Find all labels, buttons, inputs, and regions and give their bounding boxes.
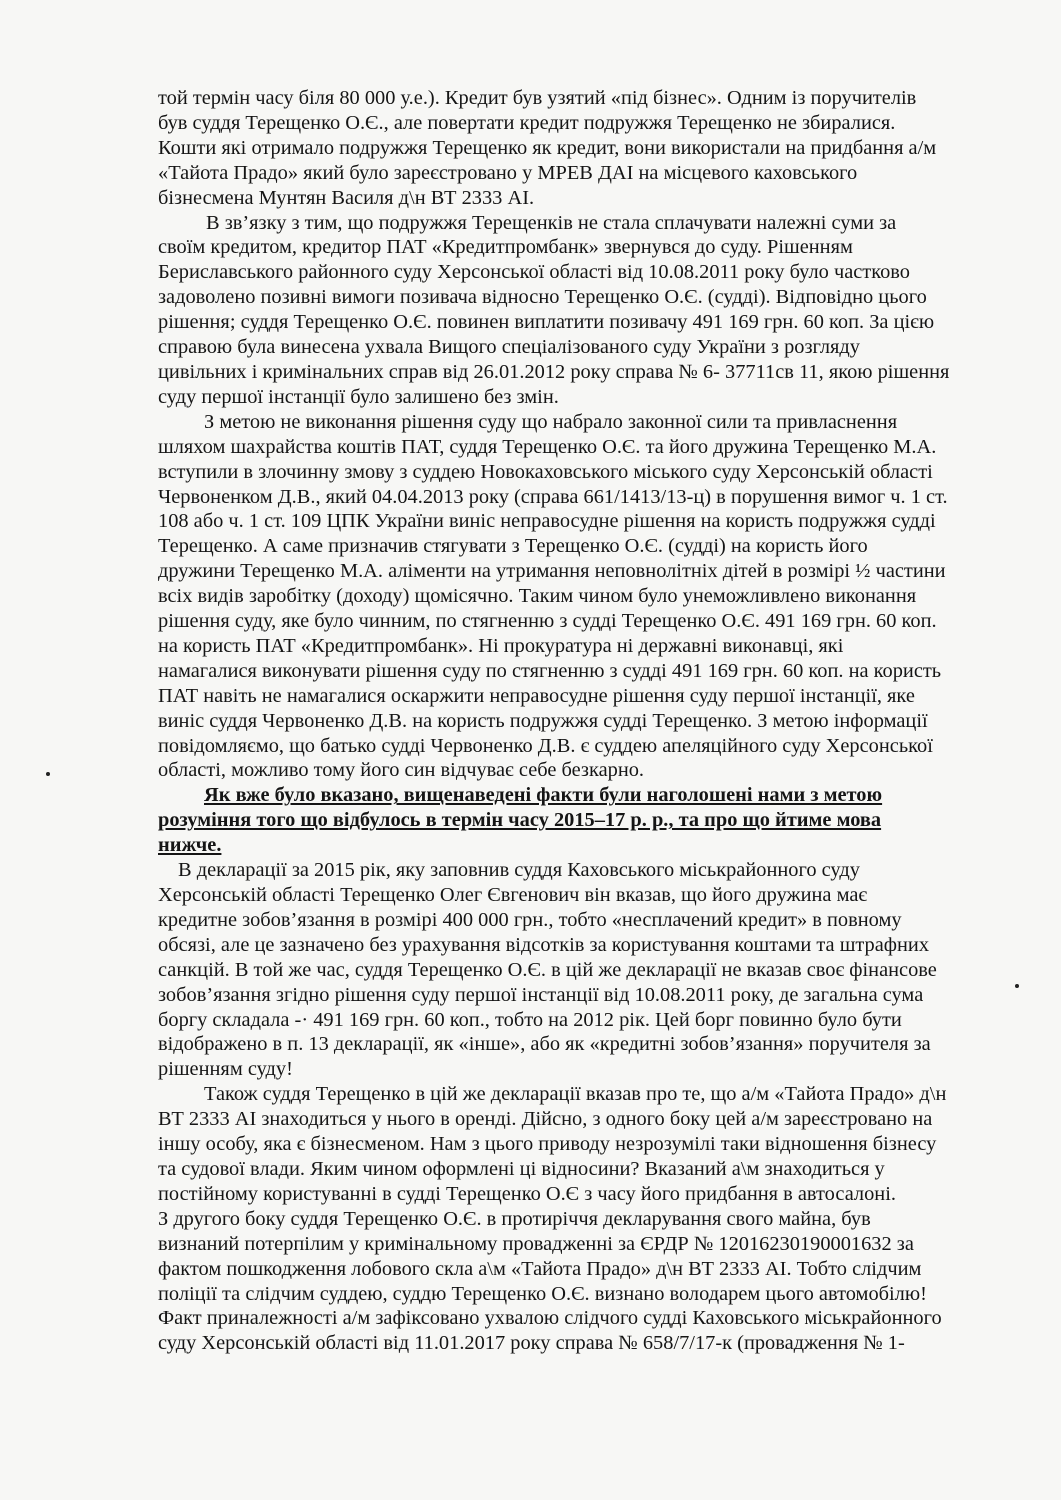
- paragraph-start: В декларації за 2015 рік, яку заповнив суддя Каховського міськрайонного суду: [178, 859, 860, 882]
- text-line: Терещенко. А саме призначив стягувати з Терещенко О.Є. (судді) на користь його: [158, 535, 868, 558]
- text-line: боргу складала -· 491 169 грн. 60 коп., тобто на 2012 рік. Цей борг повинно було бути: [158, 1008, 902, 1031]
- text-line: вступили в злочинну змову з суддею Новокаховського міського суду Херсонській області: [158, 460, 933, 483]
- text-line: своїм кредитом, кредитор ПАТ «Кредитпромбанк» звернувся до суду. Рішенням: [158, 236, 853, 259]
- text-line: ПАТ навіть не намагалися оскаржити неправосудне рішення суду першої інстанції, яке: [158, 684, 915, 707]
- text-line: виніс суддя Червоненко Д.В. на користь подружжя судді Терещенко. З метою інформації: [158, 709, 928, 732]
- text-line: З другого боку суддя Терещенко О.Є. в протиріччя декларування свого майна, був: [158, 1207, 871, 1230]
- text-line: рішення суду, яке було чинним, по стягненню з судді Терещенко О.Є. 491 169 грн. 60 коп.: [158, 610, 937, 633]
- text-line: 108 або ч. 1 ст. 109 ЦПК України виніс неправосудне рішення на користь подружжя судді: [158, 510, 936, 533]
- text-line: був суддя Терещенко О.Є., але повертати кредит подружжя Терещенко не збиралися.: [158, 111, 896, 134]
- text-line: шляхом шахрайства коштів ПАТ, суддя Терещенко О.Є. та його дружина Терещенко М.А.: [158, 435, 937, 458]
- text-line: кредитне зобов’язання в розмірі 400 000 грн., тобто «несплачений кредит» в повному: [158, 908, 902, 931]
- emphasis-heading: нижче.: [158, 834, 222, 857]
- text-line: іншу особу, яка є бізнесменом. Нам з цього приводу незрозумілі таки відношення бізнесу: [158, 1133, 937, 1156]
- text-line: поліції та слідчим суддею, суддю Терещенко О.Є. визнано володарем цього автомобілю!: [158, 1282, 927, 1305]
- text-line: відображено в п. 13 декларації, як «інше», або як «кредитні зобов’язання» поручителя за: [158, 1033, 931, 1056]
- text-line: повідомляємо, що батько судді Червоненко Д.В. є суддею апеляційного суду Херсонської: [158, 734, 933, 757]
- text-line: цивільних і кримінальних справ від 26.01.2012 року справа № 6- 37711св 11, якою рішення: [158, 360, 950, 383]
- emphasis-heading: розуміння того що відбулось в термін часу 2015–17 р. р., та про що йтиме мова: [158, 809, 882, 832]
- text-line: суду першої інстанції було залишено без змін.: [158, 385, 559, 408]
- scan-speck: [1015, 984, 1019, 988]
- text-line: та судової влади. Яким чином оформлені ці відносини? Вказаний а\м знаходиться у: [158, 1157, 885, 1180]
- text-line: області, можливо тому його син відчуває себе безкарно.: [158, 759, 645, 782]
- text-line: Херсонській області Терещенко Олег Євгенович він вказав, що його дружина має: [158, 884, 868, 906]
- text-line: намагалися виконувати рішення суду по стягненню з судді 491 169 грн. 60 коп. на користь: [158, 659, 942, 682]
- text-line: рішенням суду!: [158, 1058, 293, 1081]
- text-line: всіх видів заробітку (доходу) щомісячно. Таким чином було унеможливлено виконання: [158, 585, 917, 608]
- text-line: Кошти які отримало подружжя Терещенко як кредит, вони використали на придбання а/м: [158, 136, 937, 159]
- text-line: «Тайота Прадо» який було зареєстровано у МРЕВ ДАІ на місцевого каховського: [158, 161, 858, 184]
- text-line: суду Херсонській області від 11.01.2017 року справа № 658/7/17-к (провадження № 1-: [158, 1332, 905, 1355]
- text-line: обсязі, але це зазначено без урахування відсотків за користування коштами та штрафних: [158, 933, 930, 956]
- paragraph-start: В зв’язку з тим, що подружжя Терещенків не стала сплачувати належні суми за: [206, 211, 897, 234]
- text-line: зобов’язання згідно рішення суду першої інстанції від 10.08.2011 року, де загальна сума: [158, 983, 924, 1006]
- text-line: справою була винесена ухвала Вищого спеціалізованого суду України з розгляду: [158, 336, 860, 359]
- text-line: на користь ПАТ «Кредитпромбанк». Ні прокуратура ні державні виконавці, які: [158, 634, 844, 657]
- text-line: ВТ 2333 АІ знаходиться у нього в оренді. Дійсно, з одного боку цей а/м зареєстровано на: [158, 1108, 933, 1131]
- text-line: Червоненком Д.В., який 04.04.2013 року (справа 661/1413/13-ц) в порушення вимог ч. 1 ст.: [158, 485, 948, 508]
- text-line: рішення; суддя Терещенко О.Є. повинен виплатити позивачу 491 169 грн. 60 коп. За цією: [158, 311, 935, 334]
- text-line: санкцій. В той же час, суддя Терещенко О.Є. в цій же декларації не вказав своє фінансове: [158, 958, 937, 981]
- text-line: постійному користуванні в судді Терещенко О.Є з часу його придбання в автосалоні.: [158, 1182, 896, 1205]
- text-line: Факт приналежності а/м зафіксовано ухвалою слідчого судді Каховського міськрайонного: [158, 1307, 942, 1330]
- text-line: визнаний потерпілим у кримінальному провадженні за ЄРДР № 12016230190001632 за: [158, 1232, 914, 1255]
- scan-speck: [46, 772, 50, 776]
- text-line: дружини Терещенко М.А. аліменти на утримання неповнолітніх дітей в розмірі ½ частини: [158, 560, 946, 583]
- text-line: задоволено позивні вимоги позивача відносно Терещенко О.Є. (судді). Відповідно цього: [158, 286, 927, 309]
- paragraph-start: З метою не виконання рішення суду що набрало законної сили та привласнення: [204, 410, 898, 433]
- paragraph-start: Також суддя Терещенко в цій же декларації вказав про те, що а/м «Тайота Прадо» д\н: [204, 1083, 947, 1106]
- text-line: Бериславського районного суду Херсонської області від 10.08.2011 року було частково: [158, 261, 910, 284]
- text-line: той термін часу біля 80 000 у.е.). Кредит був узятий «під бізнес». Одним із поручителів: [158, 87, 917, 109]
- text-line: фактом пошкодження лобового скла а\м «Тайота Прадо» д\н ВТ 2333 АІ. Тобто слідчим: [158, 1257, 922, 1280]
- text-line: бізнесмена Мунтян Василя д\н ВТ 2333 АІ.: [158, 186, 535, 209]
- document-body: [158, 86, 978, 1356]
- emphasis-heading: Як вже було вказано, вищенаведені факти були наголошені нами з метою: [204, 784, 883, 807]
